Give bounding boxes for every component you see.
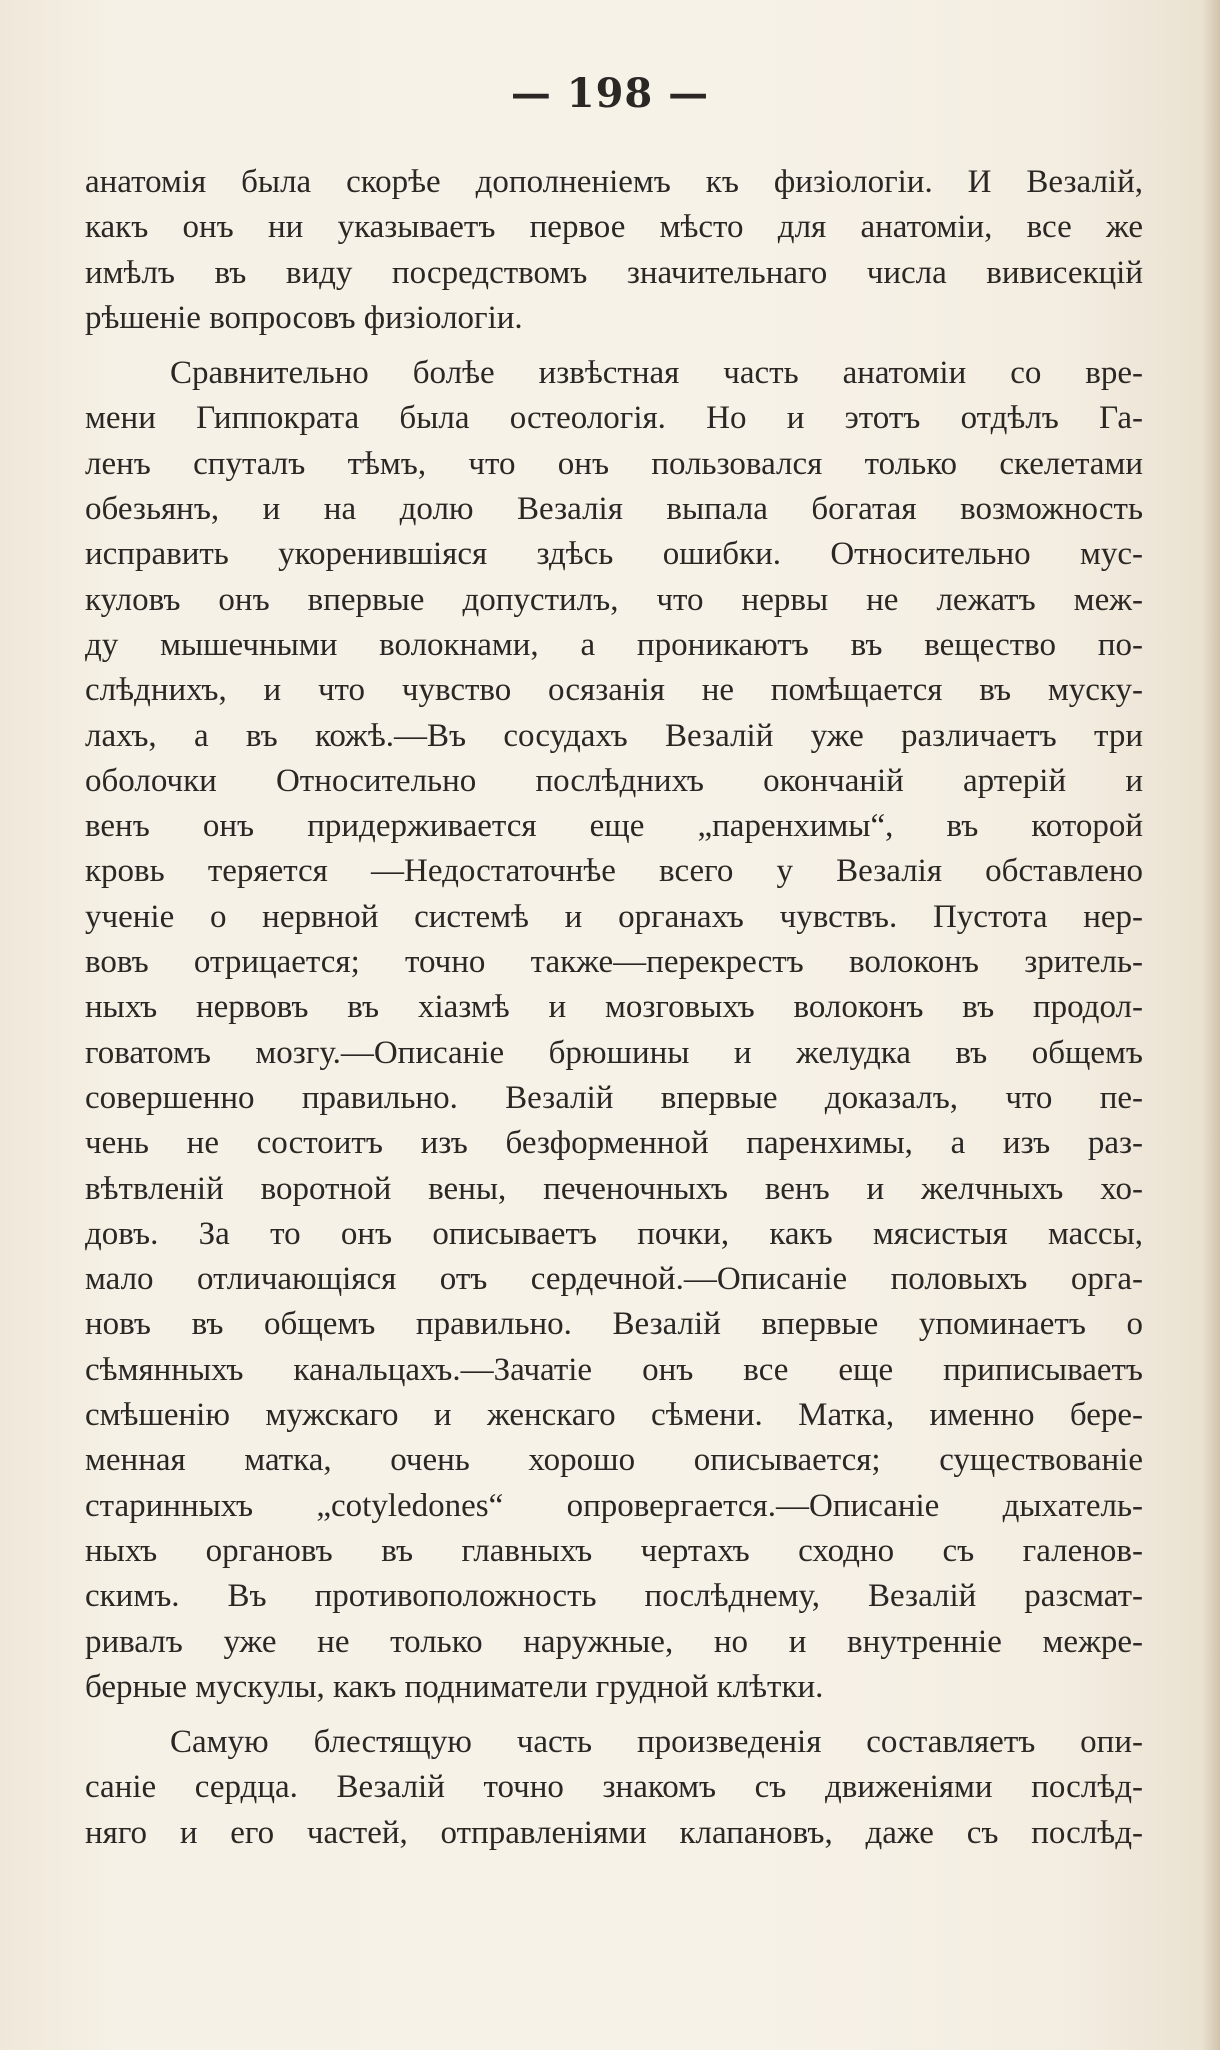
text-line: берные мускулы, какъ подниматели грудной клѣтки.	[85, 1668, 824, 1705]
paragraph	[85, 1720, 1143, 1856]
text-line: скимъ. Въ противоположность послѣднему, Везалій разсмат-	[85, 1578, 1143, 1615]
text-line: мени Гиппократа была остеологія. Но и этотъ отдѣлъ Га-	[85, 400, 1143, 437]
text-line: саніе сердца. Везалій точно знакомъ съ движеніями послѣд-	[85, 1769, 1143, 1806]
paragraph-gap	[85, 1710, 1143, 1720]
text-line: мало отличающіяся отъ сердечной.—Описаніе половыхъ орга-	[85, 1261, 1143, 1298]
text-line: лахъ, а въ кожѣ.—Въ сосудахъ Везалій уже различаетъ три	[85, 717, 1143, 754]
paragraph	[85, 351, 1143, 1710]
text-line: няго и его частей, отправленіями клапановъ, даже съ послѣд-	[85, 1814, 1143, 1851]
text-line: анатомія была скорѣе дополненіемъ къ физіологіи. И Везалій,	[85, 164, 1143, 200]
text-line: ривалъ уже не только наружные, но и внутренніе межре-	[85, 1623, 1143, 1660]
text-line: какъ онъ ни указываетъ первое мѣсто для анатоміи, все же	[85, 209, 1143, 246]
text-line: слѣднихъ, и что чувство осязанія не помѣщается въ муску-	[85, 672, 1143, 709]
text-line: смѣшенію мужскаго и женскаго сѣмени. Матка, именно бере-	[85, 1397, 1143, 1434]
text-line: сѣмянныхъ канальцахъ.—Зачатіе онъ все еще приписываетъ	[85, 1351, 1143, 1388]
page-edge-shadow	[1202, 0, 1220, 2050]
text-line: старинныхъ „cotyledones“ опровергается.—Описаніе дыхатель-	[85, 1487, 1143, 1524]
body-text	[85, 160, 1143, 1856]
text-line: рѣшеніе вопросовъ физіологіи.	[85, 299, 523, 336]
text-line: Сравнительно болѣе извѣстная часть анатоміи со вре-	[170, 355, 1143, 392]
text-line: совершенно правильно. Везалій впервые доказалъ, что пе-	[85, 1079, 1143, 1116]
text-line: венъ онъ придерживается еще „паренхимы“, въ которой	[85, 808, 1143, 845]
text-line: ученіе о нервной системѣ и органахъ чувствъ. Пустота нер-	[85, 898, 1143, 935]
paragraph	[85, 160, 1143, 341]
text-line: вовъ отрицается; точно также—перекрестъ волоконъ зритель-	[85, 944, 1143, 981]
text-line: ду мышечными волокнами, а проникаютъ въ вещество по-	[85, 626, 1143, 663]
text-line: обезьянъ, и на долю Везалія выпала богатая возможность	[85, 491, 1143, 528]
text-line: довъ. За то онъ описываетъ почки, какъ мясистыя массы,	[85, 1215, 1143, 1252]
paragraph-gap	[85, 341, 1143, 351]
text-line: говатомъ мозгу.—Описаніе брюшины и желудка въ общемъ	[85, 1034, 1143, 1071]
text-line: исправить укоренившіяся здѣсь ошибки. Относительно мус-	[85, 536, 1143, 573]
text-line: менная матка, очень хорошо описывается; существованіе	[85, 1442, 1143, 1479]
text-line: куловъ онъ впервые допустилъ, что нервы не лежатъ меж-	[85, 581, 1143, 618]
text-line: ныхъ органовъ въ главныхъ чертахъ сходно съ галенов-	[85, 1532, 1143, 1569]
text-line: Самую блестящую часть произведенія составляетъ опи-	[170, 1724, 1143, 1761]
text-line: ленъ спуталъ тѣмъ, что онъ пользовался только скелетами	[85, 445, 1143, 482]
text-line: кровь теряется —Недостаточнѣе всего у Везалія обставлено	[85, 853, 1143, 890]
page-number: — 198 —	[510, 70, 710, 117]
text-line: имѣлъ въ виду посредствомъ значительнаго числа вивисекцій	[85, 254, 1143, 291]
text-line: новъ въ общемъ правильно. Везалій впервые упоминаетъ о	[85, 1306, 1143, 1343]
text-line: оболочки Относительно послѣднихъ окончаній артерій и	[85, 762, 1143, 799]
text-line: чень не состоитъ изъ безформенной паренхимы, а изъ раз-	[85, 1125, 1143, 1162]
text-line: вѣтвленій воротной вены, печеночныхъ венъ и желчныхъ хо-	[85, 1170, 1143, 1207]
text-line: ныхъ нервовъ въ хіазмѣ и мозговыхъ волоконъ въ продол-	[85, 989, 1143, 1026]
